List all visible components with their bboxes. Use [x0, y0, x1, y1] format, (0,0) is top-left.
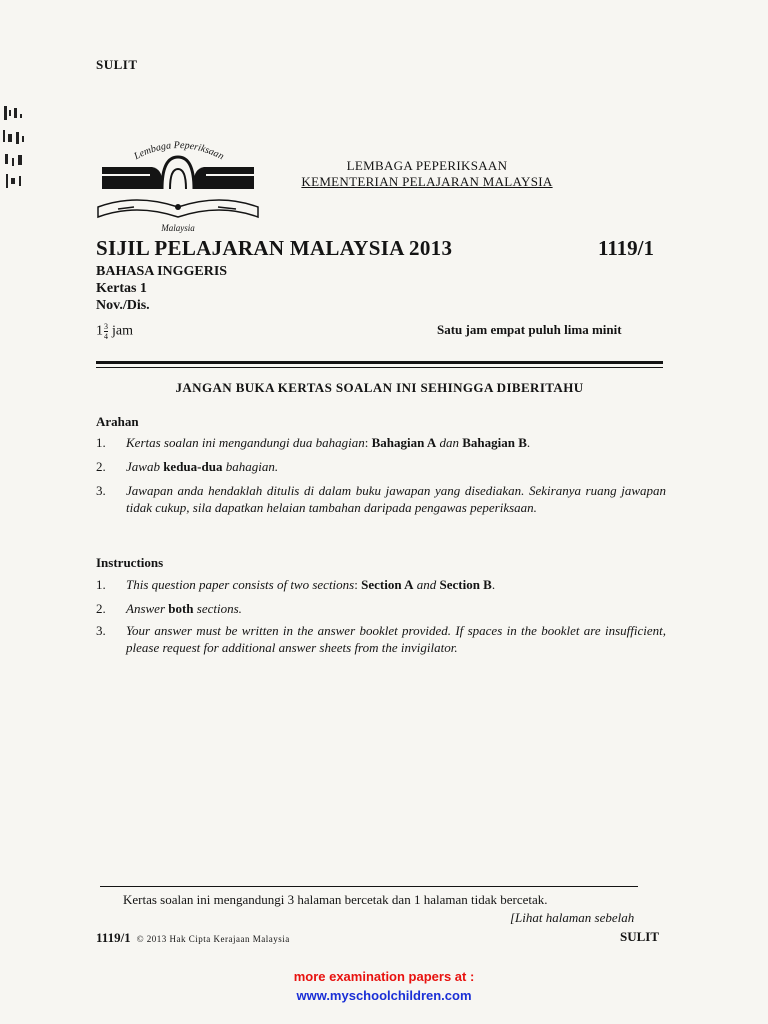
- item-text: .: [491, 577, 496, 592]
- item-text: Answer: [126, 601, 169, 616]
- item-emphasis: both: [168, 601, 194, 616]
- paper-code: 1119/1: [598, 236, 655, 260]
- promo-link[interactable]: www.myschoolchildren.com: [296, 988, 472, 1003]
- duration: [96, 322, 133, 341]
- item-text: Kertas soalan ini mengandungi dua bahagian: [126, 435, 365, 450]
- item-number: 1.: [96, 435, 106, 450]
- do-not-open-warning: JANGAN BUKA KERTAS SOALAN INI SEHINGGA DIBERITAHU: [175, 380, 584, 395]
- lembaga-peperiksaan-logo: [96, 135, 260, 235]
- item-text: .: [526, 435, 531, 450]
- item-emphasis: Section A: [361, 577, 414, 592]
- item-text: and: [413, 577, 440, 592]
- arahan-item-2: [96, 458, 666, 475]
- item-emphasis: Bahagian A: [371, 435, 437, 450]
- organisation-heading: [272, 158, 582, 190]
- logo-bottom-text: Malaysia: [161, 223, 195, 233]
- divider-thin: [96, 367, 663, 368]
- arahan-item-1: [96, 434, 666, 451]
- arahan-item-3: [96, 482, 666, 516]
- item-text: bahagian.: [222, 459, 279, 474]
- item-emphasis: Section B: [439, 577, 492, 592]
- item-text: Your answer must be written in the answer booklet provided. If spaces in the booklet are insufficient, please request for additional answer sheets from the invigilator.: [126, 623, 666, 655]
- subject-block: [96, 263, 227, 314]
- item-number: 2.: [96, 601, 106, 616]
- item-text: Jawab: [126, 459, 164, 474]
- exam-session: Nov./Dis.: [96, 298, 150, 313]
- footer-divider: [100, 886, 638, 887]
- arahan-heading: Arahan: [96, 414, 139, 429]
- subject-name: BAHASA INGGERIS: [96, 264, 228, 279]
- item-emphasis: kedua-dua: [163, 459, 223, 474]
- item-emphasis: Bahagian B: [462, 435, 527, 450]
- item-text: dan: [436, 435, 463, 450]
- item-text: This question paper consists of two sections: [126, 577, 355, 592]
- svg-text:Lembaga Peperiksaan: [131, 140, 225, 163]
- divider-thick: [96, 361, 663, 364]
- item-text: :: [364, 435, 372, 450]
- instructions-item-3: [96, 622, 666, 656]
- copyright-notice: © 2013 Hak Cipta Kerajaan Malaysia: [136, 934, 290, 944]
- instructions-heading: Instructions: [96, 555, 164, 570]
- paper-number: Kertas 1: [96, 281, 147, 296]
- page-count-note: Kertas soalan ini mengandungi 3 halaman bercetak dan 1 halaman tidak bercetak.: [123, 892, 548, 907]
- duration-whole: 1: [96, 323, 103, 339]
- org-line-2: KEMENTERIAN PELAJARAN MALAYSIA: [301, 174, 553, 189]
- classification-top: SULIT: [96, 57, 138, 72]
- duration-denominator: 4: [104, 332, 108, 341]
- logo-arc-text: Lembaga Peperiksaan: [132, 139, 226, 163]
- see-next-page: [Lihat halaman sebelah: [510, 910, 635, 925]
- instructions-item-2: [96, 600, 666, 617]
- item-text: :: [354, 577, 362, 592]
- scan-artifact: [0, 100, 28, 200]
- org-line-1: LEMBAGA PEPERIKSAAN: [346, 158, 508, 173]
- item-number: 1.: [96, 577, 106, 592]
- duration-numerator: 3: [104, 322, 108, 331]
- footer-paper-code: 1119/1: [96, 930, 131, 945]
- promo-text: more examination papers at :: [293, 969, 475, 984]
- item-number: 3.: [96, 483, 106, 498]
- item-number: 3.: [96, 623, 106, 638]
- duration-in-words: Satu jam empat puluh lima minit: [437, 322, 622, 337]
- item-text: Jawapan anda hendaklah ditulis di dalam buku jawapan yang disediakan. Sekiranya ruang jawapan tidak cukup, sila dapatkan helaian tambahan daripada pengawas peperiksaan.: [126, 483, 666, 515]
- classification-bottom: SULIT: [620, 929, 660, 944]
- duration-fraction: [104, 322, 108, 341]
- exam-title: SIJIL PELAJARAN MALAYSIA 2013: [96, 236, 453, 260]
- instructions-item-1: [96, 576, 666, 593]
- footer-code: [96, 930, 290, 946]
- duration-unit: jam: [112, 323, 133, 339]
- item-text: sections.: [193, 601, 242, 616]
- item-number: 2.: [96, 459, 106, 474]
